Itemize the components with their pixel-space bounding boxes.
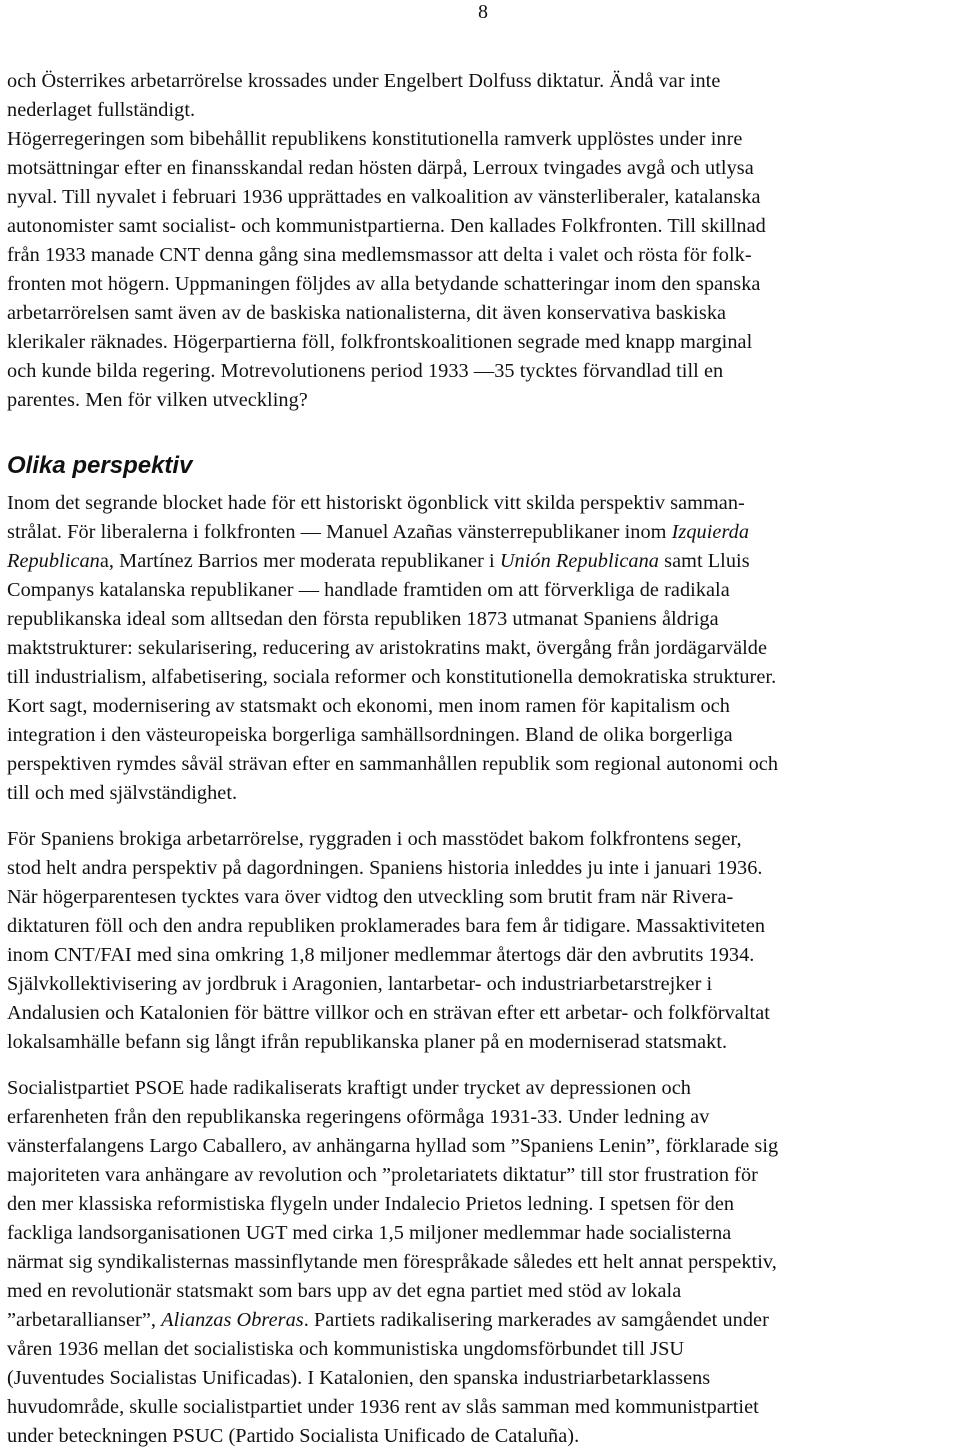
text-line: republikanska ideal som alltsedan den första republiken 1873 utmanat Spaniens åldriga bbox=[7, 608, 719, 630]
text-line: närmat sig syndikalisternas massinflytande men förespråkade således ett helt annat perspektiv, bbox=[7, 1251, 777, 1273]
text-line: parentes. Men för vilken utveckling? bbox=[7, 389, 308, 411]
text-run: strålat. För liberalerna i folkfronten — Manuel Azañas vänsterrepublikaner inom bbox=[7, 521, 672, 543]
text-line: diktaturen föll och den andra republiken proklamerades bara fem år tidigare. Massaktiviteten bbox=[7, 915, 766, 937]
paragraph-folkfronten bbox=[7, 67, 957, 415]
text-run: a, Martínez Barrios mer moderata republikaner i bbox=[99, 550, 500, 572]
text-line: våren 1936 mellan det socialistiska och kommunistiska ungdomsförbundet till JSU bbox=[7, 1338, 685, 1360]
paragraph-psoe bbox=[7, 1074, 957, 1451]
text-line: maktstrukturer: sekularisering, reducering av aristokratins makt, övergång från jordägarvälde bbox=[7, 637, 768, 659]
section-heading: Olika perspektiv bbox=[7, 452, 193, 479]
text-line: klerikaler räknades. Högerpartierna föll, folkfrontskoalitionen segrade med knapp marginal bbox=[7, 331, 753, 353]
text-line: När högerparentesen tycktes vara över vidtog den utveckling som brutit fram när Rivera- bbox=[7, 886, 734, 908]
text-line: erfarenheten från den republikanska regeringens oförmåga 1931-33. Under ledning av bbox=[7, 1106, 710, 1128]
italic-term: Izquierda bbox=[671, 521, 750, 543]
text-line: till industrialism, alfabetisering, sociala reformer och konstitutionella demokratiska strukturer. bbox=[7, 666, 777, 688]
text-line: Kort sagt, modernisering av statsmakt och ekonomi, men inom ramen för kapitalism och bbox=[7, 695, 730, 717]
text-line bbox=[7, 1306, 957, 1335]
text-line: lokalsamhälle befann sig långt ifrån republikanska planer på en moderniserad statsmakt. bbox=[7, 1031, 728, 1053]
text-run: ”arbetarallianser”, bbox=[7, 1309, 162, 1331]
text-line: Andalusien och Katalonien för bättre villkor och en strävan efter ett arbetar- och folkförvaltat bbox=[7, 1002, 770, 1024]
page-number: 8 bbox=[478, 1, 488, 23]
text-line: Companys katalanska republikaner — handlade framtiden om att förverkliga de radikala bbox=[7, 579, 730, 601]
text-line: Socialistpartiet PSOE hade radikaliserats kraftigt under trycket av depressionen och bbox=[7, 1077, 691, 1099]
text-line: majoriteten vara anhängare av revolution och ”proletariatets diktatur” till stor frustration för bbox=[7, 1164, 758, 1186]
text-line: arbetarrörelsen samt även av de baskiska nationalisterna, dit även konservativa baskiska bbox=[7, 302, 727, 324]
paragraph-perspektiv bbox=[7, 489, 957, 808]
italic-term: Republican bbox=[7, 550, 100, 572]
text-line: fronten mot högern. Uppmaningen följdes av alla betydande schatteringar inom den spanska bbox=[7, 273, 761, 295]
text-line: nederlaget fullständigt. bbox=[7, 99, 196, 121]
text-line: huvudområde, skulle socialistpartiet under 1936 rent av slås samman med kommunistpartiet bbox=[7, 1396, 759, 1418]
text-line: För Spaniens brokiga arbetarrörelse, ryggraden i och masstödet bakom folkfrontens seger, bbox=[7, 828, 742, 850]
text-line: under beteckningen PSUC (Partido Socialista Unificado de Cataluña). bbox=[7, 1425, 580, 1447]
italic-term: Alianzas Obreras bbox=[161, 1309, 304, 1331]
text-line: till och med självständighet. bbox=[7, 782, 238, 804]
text-line bbox=[7, 547, 957, 576]
text-line: nyval. Till nyvalet i februari 1936 upprättades en valkoalition av vänsterliberaler, katalanska bbox=[7, 186, 761, 208]
text-line: fackliga landsorganisationen UGT med cirka 1,5 miljoner medlemmar hade socialisterna bbox=[7, 1222, 732, 1244]
text-run: samt Lluis bbox=[659, 550, 750, 572]
text-line: med en revolutionär statsmakt som bars upp av det egna partiet med stöd av lokala bbox=[7, 1280, 682, 1302]
paragraph-arbetarrorelse bbox=[7, 825, 957, 1057]
italic-term: Unión Republicana bbox=[499, 550, 659, 572]
text-line: Inom det segrande blocket hade för ett historiskt ögonblick vitt skilda perspektiv samman- bbox=[7, 492, 745, 514]
text-line: vänsterfalangens Largo Caballero, av anhängarna hyllad som ”Spaniens Lenin”, förklarade sig bbox=[7, 1135, 779, 1157]
text-line: Självkollektivisering av jordbruk i Aragonien, lantarbetar- och industriarbetarstrejker i bbox=[7, 973, 713, 995]
text-line: integration i den västeuropeiska borgerliga samhällsordningen. Bland de olika borgerliga bbox=[7, 724, 733, 746]
text-line: Högerregeringen som bibehållit republikens konstitutionella ramverk upplöstes under inre bbox=[7, 128, 743, 150]
text-line bbox=[7, 518, 957, 547]
text-line: från 1933 manade CNT denna gång sina medlemsmassor att delta i valet och rösta för folk- bbox=[7, 244, 752, 266]
text-line: inom CNT/FAI med sina omkring 1,8 miljoner medlemmar återtogs där den avbrutits 1934. bbox=[7, 944, 755, 966]
text-line: (Juventudes Socialistas Unificadas). I Katalonien, den spanska industriarbetarklassens bbox=[7, 1367, 711, 1389]
text-line: den mer klassiska reformistiska flygeln under Indalecio Prietos ledning. I spetsen för den bbox=[7, 1193, 735, 1215]
body-text bbox=[7, 67, 957, 1451]
text-line: motsättningar efter en finansskandal redan hösten därpå, Lerroux tvingades avgå och utlysa bbox=[7, 157, 754, 179]
text-line: perspektiven rymdes såväl strävan efter en sammanhållen republik som regional autonomi och bbox=[7, 753, 779, 775]
text-run: . Partiets radikalisering markerades av samgåendet under bbox=[303, 1309, 769, 1331]
text-line: och kunde bilda regering. Motrevolutionens period 1933 —35 tycktes förvandlad till en bbox=[7, 360, 724, 382]
text-line: autonomister samt socialist- och kommunistpartierna. Den kallades Folkfronten. Till skillnad bbox=[7, 215, 766, 237]
text-line: stod helt andra perspektiv på dagordningen. Spaniens historia inleddes ju inte i januari 1936. bbox=[7, 857, 763, 879]
text-line: och Österrikes arbetarrörelse krossades under Engelbert Dolfuss diktatur. Ändå var inte bbox=[7, 70, 721, 92]
